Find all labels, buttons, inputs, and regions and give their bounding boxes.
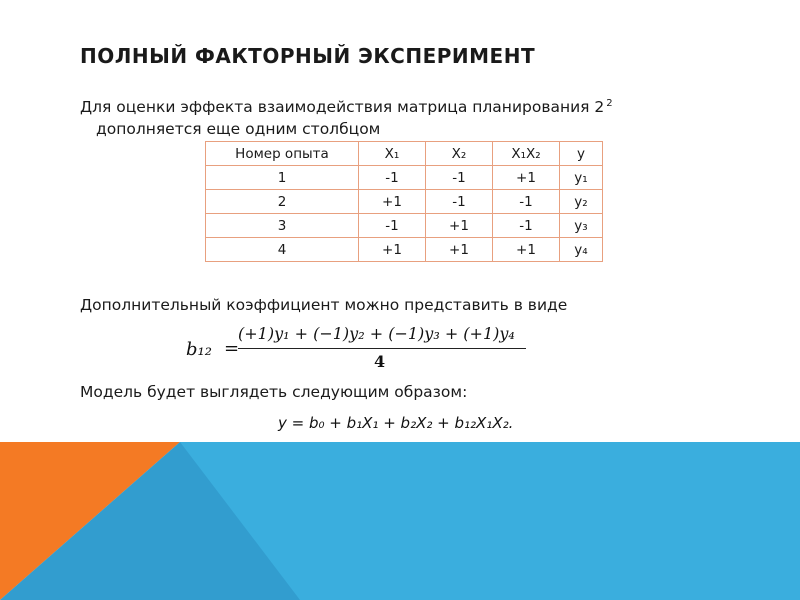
header-x2: X₂	[426, 142, 493, 166]
cell: +1	[359, 190, 426, 214]
cell: +1	[359, 238, 426, 262]
coefficient-text: Дополнительный коэффициент можно представить в виде	[80, 296, 568, 314]
model-text: Модель будет выглядеть следующим образом:	[80, 383, 468, 401]
cell: y₄	[560, 238, 603, 262]
cell: +1	[426, 214, 493, 238]
table-header-row	[206, 142, 603, 166]
table-row	[206, 238, 603, 262]
cell: y₃	[560, 214, 603, 238]
cell: -1	[359, 166, 426, 190]
intro-power: 2	[606, 98, 613, 109]
slide-title: ПОЛНЫЙ ФАКТОРНЫЙ ЭКСПЕРИМЕНТ	[80, 44, 536, 68]
cell: y₁	[560, 166, 603, 190]
header-y: y	[560, 142, 603, 166]
b12-formula	[186, 324, 531, 372]
header-x1x2: X₁X₂	[493, 142, 560, 166]
cell: -1	[493, 190, 560, 214]
formula-numerator: (+1)y₁ + (−1)y₂ + (−1)y₃ + (+1)y₄	[238, 324, 515, 343]
cell: -1	[426, 166, 493, 190]
cell: -1	[426, 190, 493, 214]
table-row	[206, 214, 603, 238]
cell: 1	[206, 166, 359, 190]
model-formula: y = b₀ + b₁X₁ + b₂X₂ + b₁₂X₁X₂.	[278, 414, 514, 432]
cell: -1	[359, 214, 426, 238]
cell: y₂	[560, 190, 603, 214]
table-row	[206, 166, 603, 190]
cell: -1	[493, 214, 560, 238]
header-x1: X₁	[359, 142, 426, 166]
cell: 2	[206, 190, 359, 214]
formula-denominator: 4	[374, 352, 386, 371]
formula-equals: =	[224, 338, 240, 359]
cell: 4	[206, 238, 359, 262]
table-row	[206, 190, 603, 214]
planning-matrix-table	[205, 141, 603, 262]
cell: 3	[206, 214, 359, 238]
cell: +1	[493, 166, 560, 190]
intro-text: Для оценки эффекта взаимодействия матрица планирования 2	[80, 98, 605, 116]
intro-line-2: дополняется еще одним столбцом	[96, 120, 381, 138]
header-experiment-number: Номер опыта	[206, 142, 359, 166]
formula-lhs: b₁₂	[186, 339, 212, 360]
intro-line-1	[80, 98, 613, 116]
fraction-bar	[238, 348, 526, 349]
cell: +1	[493, 238, 560, 262]
cell: +1	[426, 238, 493, 262]
